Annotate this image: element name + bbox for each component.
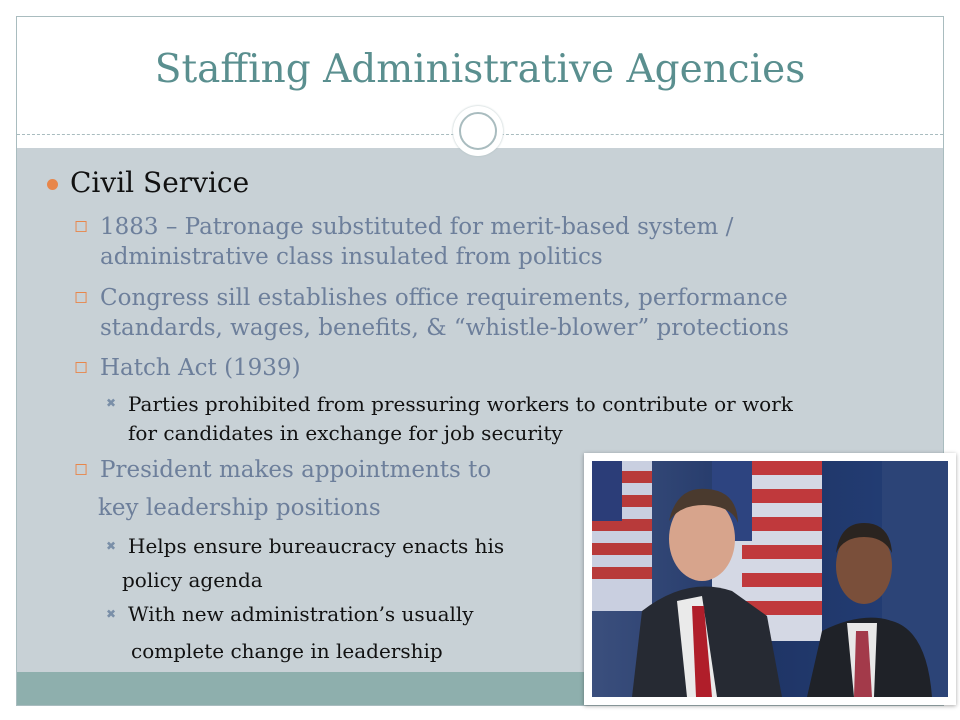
square-bullet-icon: ◻ <box>74 459 89 479</box>
x-bullet-icon: ✖ <box>106 539 117 553</box>
sub-item-2-line-1: Helps ensure bureaucracy enacts his <box>128 534 505 558</box>
item-1-line-2: administrative class insulated from politics <box>100 244 603 270</box>
square-bullet-icon: ◻ <box>74 216 89 236</box>
photo-illustration <box>592 461 948 697</box>
circle-ring <box>459 112 497 150</box>
item-4-line-2: key leadership positions <box>98 495 381 521</box>
sub-item-3-line-2: complete change in leadership <box>131 639 443 663</box>
flag-left <box>592 461 652 611</box>
press-conference-photo <box>592 461 948 697</box>
square-bullet-icon: ◻ <box>74 287 89 307</box>
x-bullet-icon: ✖ <box>106 396 117 410</box>
divider-circle-icon <box>453 106 503 156</box>
section-heading: Civil Service <box>70 166 250 199</box>
x-bullet-icon: ✖ <box>106 607 117 621</box>
item-1-line-1: 1883 – Patronage substituted for merit-based system / <box>100 214 734 240</box>
round-bullet-icon <box>47 179 58 190</box>
item-2-line-1: Congress sill establishes office requirements, performance <box>100 285 788 311</box>
item-4-line-1: President makes appointments to <box>100 457 492 483</box>
item-3-line-1: Hatch Act (1939) <box>100 355 301 381</box>
sub-item-3-line-1: With new administration’s usually <box>128 602 474 626</box>
slide-title: Staffing Administrative Agencies <box>154 47 806 92</box>
sub-item-1-line-1: Parties prohibited from pressuring workers to contribute or work <box>128 392 793 416</box>
photo-frame <box>584 453 956 705</box>
sub-item-2-line-2: policy agenda <box>122 568 263 592</box>
item-2-line-2: standards, wages, benefits, & “whistle-blower” protections <box>100 315 789 341</box>
square-bullet-icon: ◻ <box>74 357 89 377</box>
sub-item-1-line-2: for candidates in exchange for job security <box>128 421 563 445</box>
